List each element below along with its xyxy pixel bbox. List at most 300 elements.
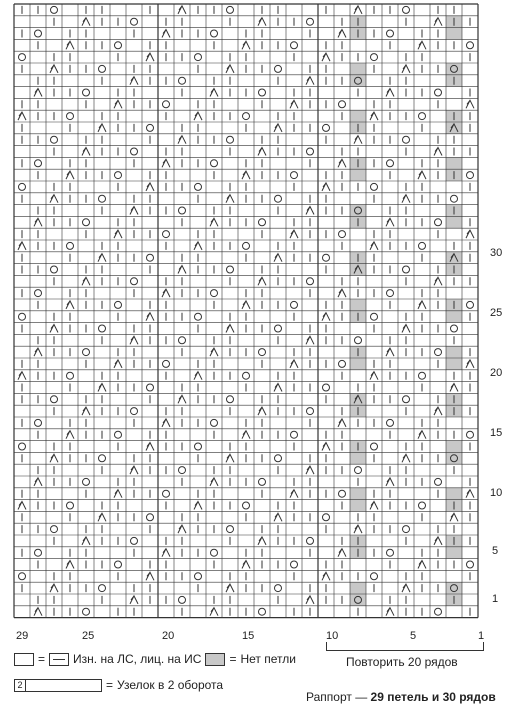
yarn-over-symbol <box>19 183 26 190</box>
decrease-symbol <box>306 466 314 474</box>
row-label-15: 15 <box>490 427 503 439</box>
decrease-symbol <box>34 478 42 486</box>
decrease-symbol <box>210 478 218 486</box>
yarn-over-symbol <box>35 549 42 556</box>
yarn-over-symbol <box>387 30 394 37</box>
legend-equals-2: = <box>229 652 237 666</box>
yarn-over-symbol <box>275 65 282 72</box>
decrease-symbol <box>450 513 458 521</box>
gray-cell <box>446 358 462 370</box>
decrease-symbol <box>66 431 74 439</box>
gray-cell <box>350 452 366 464</box>
decrease-symbol <box>322 53 330 61</box>
decrease-symbol <box>434 277 442 285</box>
decrease-symbol <box>418 561 426 569</box>
yarn-over-symbol <box>307 408 314 415</box>
decrease-symbol <box>466 230 474 238</box>
legend-row-2 <box>14 678 223 692</box>
yarn-over-symbol <box>451 325 458 332</box>
decrease-symbol <box>114 360 122 368</box>
decrease-symbol <box>50 325 58 333</box>
decrease-symbol <box>434 148 442 156</box>
yarn-over-symbol <box>291 42 298 49</box>
decrease-symbol <box>82 537 90 545</box>
yarn-over-symbol <box>403 266 410 273</box>
decrease-symbol <box>226 65 234 73</box>
decrease-symbol <box>66 171 74 179</box>
decrease-symbol <box>354 136 362 144</box>
decrease-symbol <box>386 218 394 226</box>
decrease-symbol <box>18 372 26 380</box>
yarn-over-symbol <box>19 313 26 320</box>
decrease-symbol <box>306 336 314 344</box>
yarn-over-symbol <box>419 242 426 249</box>
yarn-over-symbol <box>211 290 218 297</box>
decrease-symbol <box>146 572 154 580</box>
decrease-symbol <box>226 325 234 333</box>
yarn-over-symbol <box>243 372 250 379</box>
gray-cell <box>350 63 366 75</box>
gray-cell <box>446 452 462 464</box>
decrease-symbol <box>402 454 410 462</box>
decrease-symbol <box>274 513 282 521</box>
decrease-symbol <box>210 608 218 616</box>
yarn-over-symbol <box>179 467 186 474</box>
decrease-symbol <box>66 561 74 569</box>
yarn-over-symbol <box>163 360 170 367</box>
yarn-over-symbol <box>195 313 202 320</box>
decrease-symbol <box>402 584 410 592</box>
yarn-over-symbol <box>403 136 410 143</box>
decrease-symbol <box>370 242 378 250</box>
decrease-symbol <box>322 443 330 451</box>
yarn-over-symbol <box>99 585 106 592</box>
yarn-over-symbol <box>371 313 378 320</box>
decrease-symbol <box>178 525 186 533</box>
yarn-over-symbol <box>147 254 154 261</box>
yarn-over-symbol <box>67 372 74 379</box>
decrease-symbol <box>402 195 410 203</box>
decrease-symbol <box>386 608 394 616</box>
yarn-over-symbol <box>35 419 42 426</box>
decrease-symbol <box>402 65 410 73</box>
yarn-over-symbol <box>435 608 442 615</box>
decrease-symbol <box>66 41 74 49</box>
decrease-symbol <box>130 596 138 604</box>
decrease-symbol <box>242 431 250 439</box>
decrease-symbol <box>338 159 346 167</box>
yarn-over-symbol <box>467 42 474 49</box>
decrease-symbol <box>322 183 330 191</box>
yarn-over-symbol <box>83 608 90 615</box>
row-label-30: 30 <box>490 247 503 259</box>
decrease-symbol <box>50 195 58 203</box>
yarn-over-symbol <box>67 113 74 120</box>
rapport-line <box>306 690 496 704</box>
yarn-over-symbol <box>307 148 314 155</box>
yarn-over-symbol <box>211 30 218 37</box>
yarn-over-symbol <box>259 89 266 96</box>
decrease-symbol <box>338 289 346 297</box>
yarn-over-symbol <box>115 561 122 568</box>
yarn-over-symbol <box>291 301 298 308</box>
decrease-symbol <box>338 30 346 38</box>
yarn-over-symbol <box>211 549 218 556</box>
decrease-symbol <box>114 230 122 238</box>
decrease-symbol <box>98 254 106 262</box>
yarn-over-symbol <box>147 124 154 131</box>
yarn-over-symbol <box>275 195 282 202</box>
yarn-over-symbol <box>179 77 186 84</box>
yarn-over-symbol <box>371 183 378 190</box>
yarn-over-symbol <box>51 6 58 13</box>
yarn-over-symbol <box>195 573 202 580</box>
yarn-over-symbol <box>403 6 410 13</box>
decrease-symbol <box>82 407 90 415</box>
decrease-symbol <box>50 454 58 462</box>
yarn-over-symbol <box>115 172 122 179</box>
decrease-symbol <box>34 89 42 97</box>
decrease-symbol <box>18 242 26 250</box>
yarn-over-symbol <box>115 431 122 438</box>
decrease-symbol <box>370 372 378 380</box>
yarn-over-symbol <box>275 325 282 332</box>
yarn-over-symbol <box>179 337 186 344</box>
yarn-over-symbol <box>323 254 330 261</box>
yarn-over-symbol <box>35 290 42 297</box>
yarn-over-symbol <box>387 549 394 556</box>
yarn-over-symbol <box>355 467 362 474</box>
gray-cell <box>446 28 462 40</box>
yarn-over-symbol <box>243 242 250 249</box>
yarn-over-symbol <box>467 301 474 308</box>
yarn-over-symbol <box>195 54 202 61</box>
decrease-symbol <box>258 277 266 285</box>
yarn-over-symbol <box>179 207 186 214</box>
decrease-symbol <box>274 254 282 262</box>
rapport-prefix: Раппорт — <box>306 690 371 704</box>
gray-cell <box>446 582 462 594</box>
yarn-over-symbol <box>259 478 266 485</box>
row-label-10: 10 <box>490 487 503 499</box>
decrease-symbol <box>434 18 442 26</box>
decrease-symbol <box>434 407 442 415</box>
decrease-symbol <box>242 41 250 49</box>
gray-cell <box>350 299 366 311</box>
yarn-over-symbol <box>243 502 250 509</box>
legend-row-1 <box>14 652 296 666</box>
decrease-symbol <box>466 100 474 108</box>
decrease-symbol <box>210 348 218 356</box>
legend-equals-1: = <box>38 652 46 666</box>
yarn-over-symbol <box>323 124 330 131</box>
yarn-over-symbol <box>83 478 90 485</box>
yarn-over-symbol <box>227 6 234 13</box>
gray-cell <box>350 169 366 181</box>
yarn-over-symbol <box>307 18 314 25</box>
yarn-over-symbol <box>275 455 282 462</box>
decrease-symbol <box>50 584 58 592</box>
decrease-symbol <box>50 65 58 73</box>
yarn-over-symbol <box>291 172 298 179</box>
decrease-symbol <box>226 584 234 592</box>
yarn-over-symbol <box>227 526 234 533</box>
yarn-over-symbol <box>51 136 58 143</box>
knot-swatch <box>14 679 102 692</box>
decrease-symbol <box>18 502 26 510</box>
decrease-symbol <box>370 502 378 510</box>
yarn-over-symbol <box>115 301 122 308</box>
yarn-over-symbol <box>435 478 442 485</box>
yarn-over-symbol <box>419 502 426 509</box>
decrease-symbol <box>34 608 42 616</box>
decrease-symbol <box>322 313 330 321</box>
yarn-over-symbol <box>435 89 442 96</box>
decrease-symbol <box>386 478 394 486</box>
decrease-symbol <box>18 112 26 120</box>
yarn-over-symbol <box>51 526 58 533</box>
col-label-20: 20 <box>162 630 175 642</box>
gray-cell <box>446 547 462 559</box>
decrease-symbol <box>354 6 362 14</box>
yarn-over-symbol <box>131 537 138 544</box>
decrease-symbol <box>386 89 394 97</box>
decrease-symbol <box>418 301 426 309</box>
gray-cell <box>446 157 462 169</box>
yarn-over-symbol <box>339 231 346 238</box>
dash-cell-swatch <box>49 653 69 666</box>
decrease-symbol <box>450 384 458 392</box>
decrease-symbol <box>162 549 170 557</box>
decrease-symbol <box>178 266 186 274</box>
yarn-over-symbol <box>19 573 26 580</box>
col-label-15: 15 <box>242 630 255 642</box>
yarn-over-symbol <box>243 113 250 120</box>
yarn-over-symbol <box>163 101 170 108</box>
dash-label: Изн. на ЛС, лиц. на ИС <box>73 652 202 666</box>
decrease-symbol <box>146 313 154 321</box>
yarn-over-symbol <box>339 490 346 497</box>
decrease-symbol <box>306 207 314 215</box>
decrease-symbol <box>114 100 122 108</box>
decrease-symbol <box>402 325 410 333</box>
decrease-symbol <box>98 513 106 521</box>
gray-cell <box>446 488 462 500</box>
yarn-over-symbol <box>467 172 474 179</box>
yarn-over-symbol <box>131 148 138 155</box>
row-label-5: 5 <box>492 545 499 557</box>
yarn-over-symbol <box>35 160 42 167</box>
gray-cell <box>446 441 462 453</box>
col-label-10: 10 <box>326 630 339 642</box>
decrease-symbol <box>162 159 170 167</box>
yarn-over-symbol <box>419 372 426 379</box>
decrease-symbol <box>194 242 202 250</box>
decrease-symbol <box>130 207 138 215</box>
row-label-25: 25 <box>490 307 503 319</box>
yarn-over-symbol <box>419 113 426 120</box>
gray-cell <box>446 63 462 75</box>
decrease-symbol <box>210 218 218 226</box>
yarn-over-symbol <box>291 561 298 568</box>
gray-label: Нет петли <box>240 652 296 666</box>
yarn-over-symbol <box>387 290 394 297</box>
gray-cell <box>446 216 462 228</box>
yarn-over-symbol <box>451 195 458 202</box>
decrease-symbol <box>338 419 346 427</box>
decrease-symbol <box>274 124 282 132</box>
decrease-symbol <box>434 537 442 545</box>
yarn-over-symbol <box>131 278 138 285</box>
empty-cell-swatch <box>14 653 34 666</box>
yarn-over-symbol <box>259 608 266 615</box>
decrease-symbol <box>114 490 122 498</box>
yarn-over-symbol <box>67 502 74 509</box>
gray-cell <box>350 594 366 606</box>
decrease-symbol <box>162 289 170 297</box>
gray-cell <box>350 75 366 87</box>
decrease-symbol <box>370 112 378 120</box>
decrease-symbol <box>322 572 330 580</box>
yarn-over-symbol <box>259 349 266 356</box>
decrease-symbol <box>146 443 154 451</box>
yarn-over-symbol <box>195 183 202 190</box>
yarn-over-symbol <box>163 231 170 238</box>
yarn-over-symbol <box>355 337 362 344</box>
yarn-over-symbol <box>131 408 138 415</box>
decrease-symbol <box>194 372 202 380</box>
col-label-29: 29 <box>16 630 29 642</box>
decrease-symbol <box>242 171 250 179</box>
decrease-symbol <box>34 348 42 356</box>
decrease-symbol <box>194 502 202 510</box>
yarn-over-symbol <box>211 419 218 426</box>
decrease-symbol <box>306 77 314 85</box>
decrease-symbol <box>226 195 234 203</box>
yarn-over-symbol <box>19 54 26 61</box>
decrease-symbol <box>258 148 266 156</box>
yarn-over-symbol <box>435 349 442 356</box>
decrease-symbol <box>98 124 106 132</box>
yarn-over-symbol <box>339 101 346 108</box>
gray-cell <box>446 311 462 323</box>
yarn-over-symbol <box>339 360 346 367</box>
decrease-symbol <box>418 41 426 49</box>
yarn-over-symbol <box>51 266 58 273</box>
yarn-over-symbol <box>227 396 234 403</box>
yarn-over-symbol <box>179 596 186 603</box>
decrease-symbol <box>290 360 298 368</box>
decrease-symbol <box>98 384 106 392</box>
decrease-symbol <box>290 490 298 498</box>
decrease-symbol <box>34 218 42 226</box>
gray-cell <box>350 205 366 217</box>
decrease-symbol <box>338 549 346 557</box>
decrease-symbol <box>66 301 74 309</box>
row-label-1: 1 <box>492 593 499 605</box>
decrease-symbol <box>466 490 474 498</box>
yarn-over-symbol <box>83 219 90 226</box>
gray-cell <box>350 500 366 512</box>
decrease-symbol <box>130 466 138 474</box>
yarn-over-symbol <box>83 89 90 96</box>
yarn-over-symbol <box>163 490 170 497</box>
yarn-over-symbol <box>195 443 202 450</box>
yarn-over-symbol <box>291 431 298 438</box>
decrease-symbol <box>274 384 282 392</box>
decrease-symbol <box>146 53 154 61</box>
yarn-over-symbol <box>467 561 474 568</box>
decrease-symbol <box>194 112 202 120</box>
decrease-symbol <box>226 454 234 462</box>
yarn-over-symbol <box>259 219 266 226</box>
yarn-over-symbol <box>307 278 314 285</box>
decrease-symbol <box>242 561 250 569</box>
row-label-20: 20 <box>490 367 503 379</box>
decrease-symbol <box>178 6 186 14</box>
yarn-over-symbol <box>323 514 330 521</box>
gray-cell <box>446 346 462 358</box>
yarn-over-symbol <box>51 396 58 403</box>
yarn-over-symbol <box>387 160 394 167</box>
decrease-symbol <box>130 77 138 85</box>
col-label-5: 5 <box>410 630 417 642</box>
yarn-over-symbol <box>83 349 90 356</box>
yarn-over-symbol <box>99 325 106 332</box>
yarn-over-symbol <box>147 514 154 521</box>
decrease-symbol <box>82 148 90 156</box>
knot-label: Узелок в 2 оборота <box>117 678 224 692</box>
decrease-symbol <box>82 277 90 285</box>
yarn-over-symbol <box>99 65 106 72</box>
decrease-symbol <box>466 360 474 368</box>
yarn-over-symbol <box>387 419 394 426</box>
decrease-symbol <box>146 183 154 191</box>
decrease-symbol <box>354 525 362 533</box>
decrease-symbol <box>290 100 298 108</box>
decrease-symbol <box>418 431 426 439</box>
yarn-over-symbol <box>19 443 26 450</box>
decrease-symbol <box>418 171 426 179</box>
yarn-over-symbol <box>147 384 154 391</box>
decrease-symbol <box>258 537 266 545</box>
repeat-bracket <box>326 642 484 651</box>
yarn-over-symbol <box>115 42 122 49</box>
col-label-25: 25 <box>82 630 95 642</box>
rapport-bold: 29 петель и 30 рядов <box>370 690 496 704</box>
decrease-symbol <box>258 18 266 26</box>
decrease-symbol <box>178 136 186 144</box>
yarn-over-symbol <box>435 219 442 226</box>
decrease-symbol <box>162 419 170 427</box>
knot-symbol: 2 <box>15 680 26 691</box>
decrease-symbol <box>82 18 90 26</box>
decrease-symbol <box>290 230 298 238</box>
yarn-over-symbol <box>323 384 330 391</box>
decrease-symbol <box>130 336 138 344</box>
yarn-over-symbol <box>67 242 74 249</box>
gray-cell <box>350 488 366 500</box>
gray-cell <box>350 110 366 122</box>
decrease-symbol <box>306 596 314 604</box>
yarn-over-symbol <box>371 573 378 580</box>
col-label-1: 1 <box>478 630 485 642</box>
gray-cell <box>350 582 366 594</box>
yarn-over-symbol <box>371 54 378 61</box>
decrease-symbol <box>162 30 170 38</box>
yarn-over-symbol <box>371 443 378 450</box>
yarn-over-symbol <box>307 537 314 544</box>
